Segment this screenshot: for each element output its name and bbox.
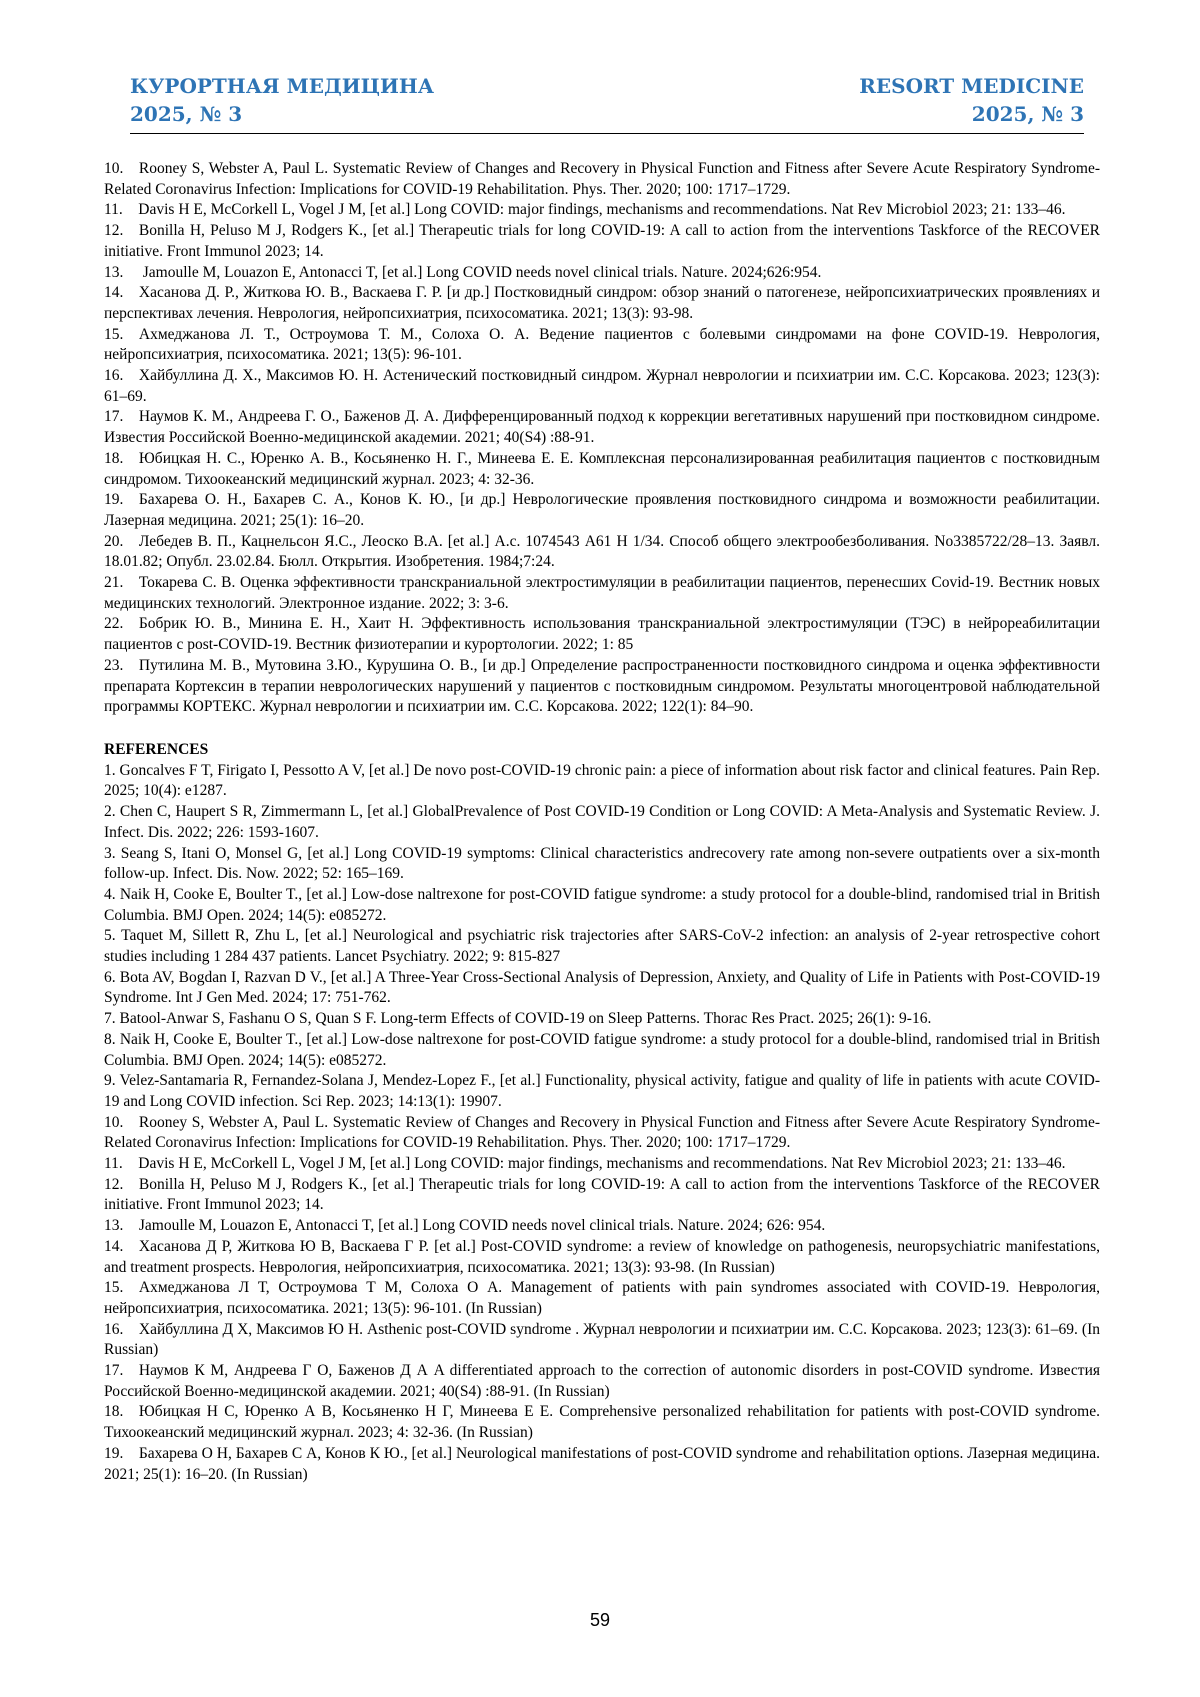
reference-item: 21. Токарева С. В. Оценка эффективности транскраниальной электростимуляции в реабилитации пациентов, перенесших Covid-19. Вестник новых медицинских технологий. Электронное издание. 2022; 3: 3-6. [104,574,1100,612]
reference-item: 6. Bota AV, Bogdan I, Razvan D V., [et al.] A Three-Year Cross-Sectional Analysis of Depression, Anxiety, and Quality of Life in Patients with Post-COVID-19 Syndrome. Int J Gen Med. 2024; 17: 751-762. [104,968,1100,1007]
reference-item: 17. Наумов К. М., Андреева Г. О., Баженов Д. А. Дифференцированный подход к коррекции вегетативных нарушений при постковидном синдроме. Известия Российской Военно-медицинской академии. 2021; 40(S4) :88-91. [104,408,1100,447]
reference-item: 23. Путилина М. В., Мутовина З.Ю., Курушина О. В., [и др.] Определение распространенности постковидного синдрома и оценка эффективности препарата Кортексин в терапии неврологических нарушений у пациентов с постковидным синдромом. Результаты многоцентровой наблюдательной программы КОРТЕКС. Журнал неврологии и психиатрии им. С.С. Корсакова. 2022; 122(1): 84–90. [104,656,1100,716]
reference-item: 19. Бахарева О. Н., Бахарев С. А., Конов К. Ю., [и др.] Неврологические проявления постковидного синдрома и возможности реабилитации. Лазерная медицина. 2021; 25(1): 16–20. [104,491,1100,529]
reference-item: 16. Хайбуллина Д. Х., Максимов Ю. Н. Астенический постковидный синдром. Журнал неврологии и психиатрии им. С.С. Корсакова. 2023; 123(3): 61–69. [104,367,1100,405]
reference-item: 12. Bonilla H, Peluso M J, Rodgers K., [et al.] Therapeutic trials for long COVID-19: A call to action from the interventions Taskforce of the RECOVER initiative. Front Immunol 2023; 14. [104,222,1100,260]
reference-item: 10. Rooney S, Webster A, Paul L. Systematic Review of Changes and Recovery in Physical Function and Fitness after Severe Acute Respiratory Syndrome-Related Coronavirus Infection: Implications for COVID-19 Rehabilitation. Phys. Ther. 2020; 100: 1717–1729. [104,160,1100,198]
reference-item: 17. Наумов К М, Андреева Г О, Баженов Д А A differentiated approach to the correction of autonomic disorders in post-COVID syndrome. Известия Российской Военно-медицинской академии. 2021; 40(S4) :88-91. (In Russian) [104,1362,1100,1400]
references-heading: REFERENCES [104,740,209,758]
reference-item: 20. Лебедев В. П., Кацнельсон Я.С., Леоско В.А. [et al.] А.с. 1074543 А61 Н 1/34. Способ общего электрообезболивания. No3385722/28–13. Заявл. 18.01.82; Опубл. 23.02.84. Бюлл. Открытия. Изобретения. 1984;7:24. [104,532,1100,571]
reference-item: 9. Velez-Santamaria R, Fernandez-Solana J, Mendez-Lopez F., [et al.] Functionality, physical activity, fatigue and quality of life in patients with acute COVID-19 and Long COVID infection. Sci Rep. 2023; 14:13(1): 19907. [104,1072,1100,1110]
reference-item: 3. Seang S, Itani O, Monsel G, [et al.] Long COVID-19 symptoms: Clinical characteristics andrecovery rate among non-severe outpatients over a six-month follow-up. Infect. Dis. Now. 2022; 52: 165–169. [104,844,1100,883]
reference-item: 11. Davis H E, McCorkell L, Vogel J M, [et al.] Long COVID: major findings, mechanisms and recommendations. Nat Rev Microbiol 2023; 21: 133–46. [104,1155,1066,1173]
header-rule [130,133,1084,134]
journal-title-en: RESORT MEDICINE [859,74,1084,98]
reference-item: 8. Naik H, Cooke E, Boulter T., [et al.] Low-dose naltrexone for post-COVID fatigue syndrome: a study protocol for a double-blind, randomised trial in British Columbia. BMJ Open. 2024; 14(5): e085272. [104,1030,1100,1069]
reference-item: 11. Davis H E, McCorkell L, Vogel J M, [et al.] Long COVID: major findings, mechanisms and recommendations. Nat Rev Microbiol 2023; 21: 133–46. [104,201,1066,219]
reference-item: 7. Batool-Anwar S, Fashanu O S, Quan S F. Long-term Effects of COVID-19 on Sleep Patterns. Thorac Res Pract. 2025; 26(1): 9-16. [104,1010,932,1028]
reference-item: 15. Ахмеджанова Л. Т., Остроумова Т. М., Солоха О. А. Ведение пациентов с болевыми синдромами на фоне COVID-19. Неврология, нейропсихиатрия, психосоматика. 2021; 13(5): 96-101. [104,325,1100,364]
journal-title-ru: КУРОРТНАЯ МЕДИЦИНА [130,74,435,98]
reference-item: 18. Юбицкая Н С, Юренко А В, Косьяненко Н Г, Минеева Е Е. Comprehensive personalized rehabilitation for patients with post-COVID syndrome. Тихоокеанский медицинский журнал. 2023; 4: 32-36. (In Russian) [104,1403,1100,1442]
references-content [104,159,1100,1485]
reference-item: 22. Бобрик Ю. В., Минина Е. Н., Хаит Н. Эффективность использования транскраниальной электростимуляции (ТЭС) в нейрореабилитации пациентов с post-COVID-19. Вестник физиотерапии и курортологии. 2022; 1: 85 [104,615,1100,654]
reference-item: 14. Хасанова Д. Р., Житкова Ю. В., Васкаева Г. Р. [и др.] Постковидный синдром: обзор знаний о патогенезе, нейропсихиатрических проявлениях и перспективах лечения. Неврология, нейропсихиатрия, психосоматика. 2021; 13(3): 93-98. [104,284,1100,322]
issue-ru: 2025, № 3 [130,102,243,126]
reference-item: 19. Бахарева О Н, Бахарев С А, Конов К Ю., [et al.] Neurological manifestations of post-COVID syndrome and rehabilitation options. Лазерная медицина. 2021; 25(1): 16–20. (In Russian) [104,1444,1100,1483]
reference-item: 15. Ахмеджанова Л Т, Остроумова Т М, Солоха О А. Management of patients with pain syndromes associated with COVID-19. Неврология, нейропсихиатрия, психосоматика. 2021; 13(5): 96-101. (In Russian) [104,1279,1100,1317]
reference-item: 16. Хайбуллина Д Х, Максимов Ю Н. Asthenic post-COVID syndrome . Журнал неврологии и психиатрии им. С.С. Корсакова. 2023; 123(3): 61–69. (In Russian) [104,1320,1100,1359]
reference-item: 13. Jamoulle M, Louazon E, Antonacci T, [et al.] Long COVID needs novel clinical trials. Nature. 2024; 626: 954. [104,1217,826,1235]
page-number: 59 [589,1610,611,1630]
reference-item: 10. Rooney S, Webster A, Paul L. Systematic Review of Changes and Recovery in Physical Function and Fitness after Severe Acute Respiratory Syndrome-Related Coronavirus Infection: Implications for COVID-19 Rehabilitation. Phys. Ther. 2020; 100: 1717–1729. [104,1113,1100,1152]
reference-item: 4. Naik H, Cooke E, Boulter T., [et al.] Low-dose naltrexone for post-COVID fatigue syndrome: a study protocol for a double-blind, randomised trial in British Columbia. BMJ Open. 2024; 14(5): e085272. [104,885,1100,924]
reference-item: 5. Taquet M, Sillett R, Zhu L, [et al.] Neurological and psychiatric risk trajectories after SARS-CoV-2 infection: an analysis of 2-year retrospective cohort studies including 1 284 437 patients. Lancet Psychiatry. 2022; 9: 815-827 [104,927,1100,966]
reference-item: 14. Хасанова Д Р, Житкова Ю В, Васкаева Г Р. [et al.] Post-COVID syndrome: a review of knowledge on pathogenesis, neuropsychiatric manifestations, and treatment prospects. Неврология, нейропсихиатрия, психосоматика. 2021; 13(3): 93-98. (In Russian) [104,1237,1100,1276]
reference-item: 13. Jamoulle M, Louazon E, Antonacci T, [et al.] Long COVID needs novel clinical trials. Nature. 2024;626:954. [104,263,822,281]
reference-item: 12. Bonilla H, Peluso M J, Rodgers K., [et al.] Therapeutic trials for long COVID-19: A call to action from the interventions Taskforce of the RECOVER initiative. Front Immunol 2023; 14. [104,1175,1100,1214]
header-left [130,72,434,128]
reference-item: 1. Goncalves F T, Firigato I, Pessotto A V, [et al.] De novo post-COVID-19 chronic pain: a piece of information about risk factor and clinical features. Pain Rep. 2025; 10(4): e1287. [104,761,1100,800]
issue-en: 2025, № 3 [971,102,1084,126]
header-right [859,72,1084,128]
ru-reference-list [104,159,1100,718]
en-reference-list [104,761,1100,1486]
reference-item: 2. Chen C, Haupert S R, Zimmermann L, [et al.] GlobalPrevalence of Post COVID-19 Condition or Long COVID: A Meta-Analysis and Systematic Review. J. Infect. Dis. 2022; 226: 1593-1607. [104,803,1100,841]
running-header [130,72,1084,132]
reference-item: 18. Юбицкая Н. С., Юренко А. В., Косьяненко Н. Г., Минеева Е. Е. Комплексная персонализированная реабилитация пациентов с постковидным синдромом. Тихоокеанский медицинский журнал. 2023; 4: 32-36. [104,449,1100,488]
